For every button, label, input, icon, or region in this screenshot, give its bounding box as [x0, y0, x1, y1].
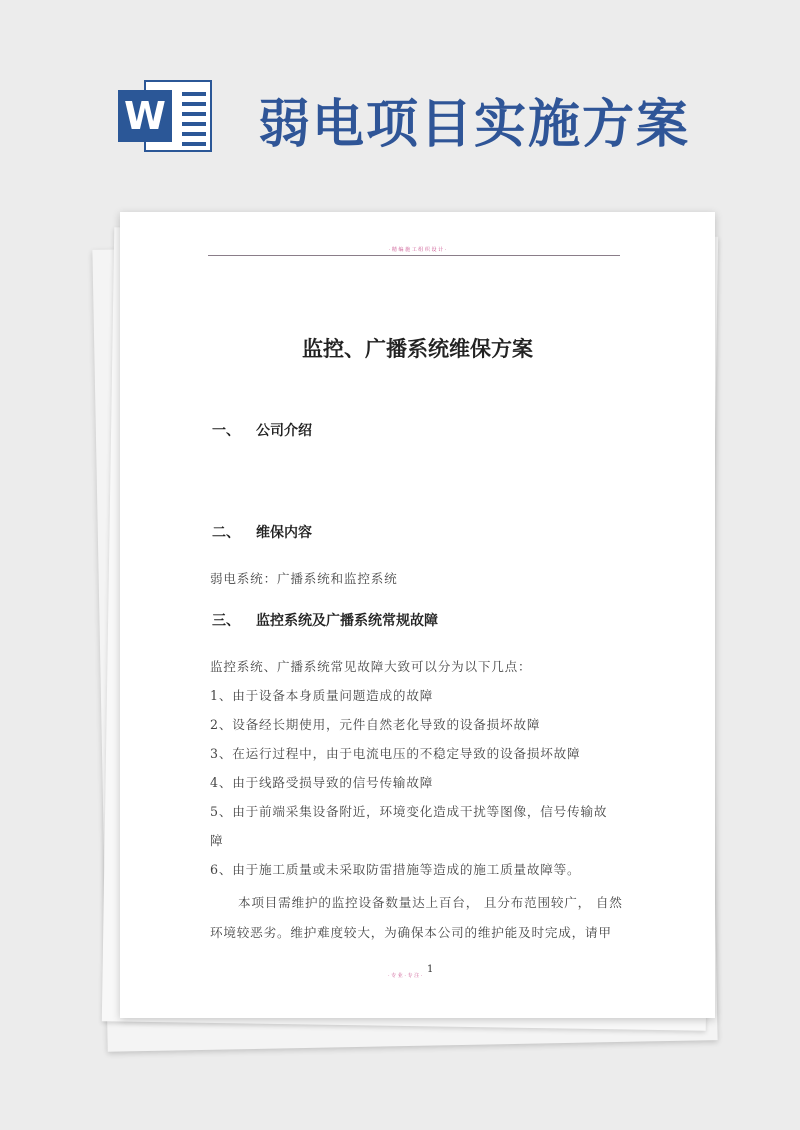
- document-title: 监控、广播系统维保方案: [302, 337, 533, 361]
- section-title: 维保内容: [256, 525, 312, 541]
- fault-item-5-continued: 障: [210, 833, 224, 848]
- paragraph-line-2: 环境较恶劣。维护难度较大，为确保本公司的维护能及时完成，请甲: [210, 925, 612, 940]
- fault-item-2: 2、设备经长期使用，元件自然老化导致的设备损坏故障: [210, 717, 541, 732]
- section-title: 监控系统及广播系统常规故障: [256, 613, 438, 629]
- fault-item-4: 4、由于线路受损导致的信号传输故障: [210, 775, 434, 790]
- page-footer-note: · 专 业 · 专 注 ·: [388, 973, 423, 979]
- fault-intro-line: 监控系统、广播系统常见故障大致可以分为以下几点：: [210, 659, 532, 674]
- section-title: 公司介绍: [256, 423, 312, 439]
- section-number: 三、: [212, 613, 240, 629]
- header-divider: [208, 255, 620, 256]
- paragraph-line-1: 本项目需维护的监控设备数量达上百台， 且分布范围较广， 自然: [238, 895, 623, 910]
- document-page[interactable]: [120, 212, 715, 1018]
- word-document-icon: [118, 78, 214, 154]
- fault-item-1: 1、由于设备本身质量问题造成的故障: [210, 688, 434, 703]
- fault-item-6: 6、由于施工质量或未采取防雷措施等造成的施工质量故障等。: [210, 862, 581, 877]
- fault-item-5: 5、由于前端采集设备附近，环境变化造成干扰等图像，信号传输故: [210, 804, 608, 819]
- page-number: 1: [427, 964, 434, 975]
- banner: [0, 0, 800, 200]
- section-number: 一、: [212, 423, 240, 439]
- section-number: 二、: [212, 525, 240, 541]
- page-header-note: · 精 编 施 工 组 织 设 计 ·: [388, 247, 447, 253]
- word-icon-badge: W: [118, 90, 172, 142]
- banner-title: 弱电项目实施方案: [258, 95, 691, 155]
- scope-line: 弱电系统：广播系统和监控系统: [210, 571, 398, 586]
- fault-item-3: 3、在运行过程中，由于电流电压的不稳定导致的设备损坏故障: [210, 746, 581, 761]
